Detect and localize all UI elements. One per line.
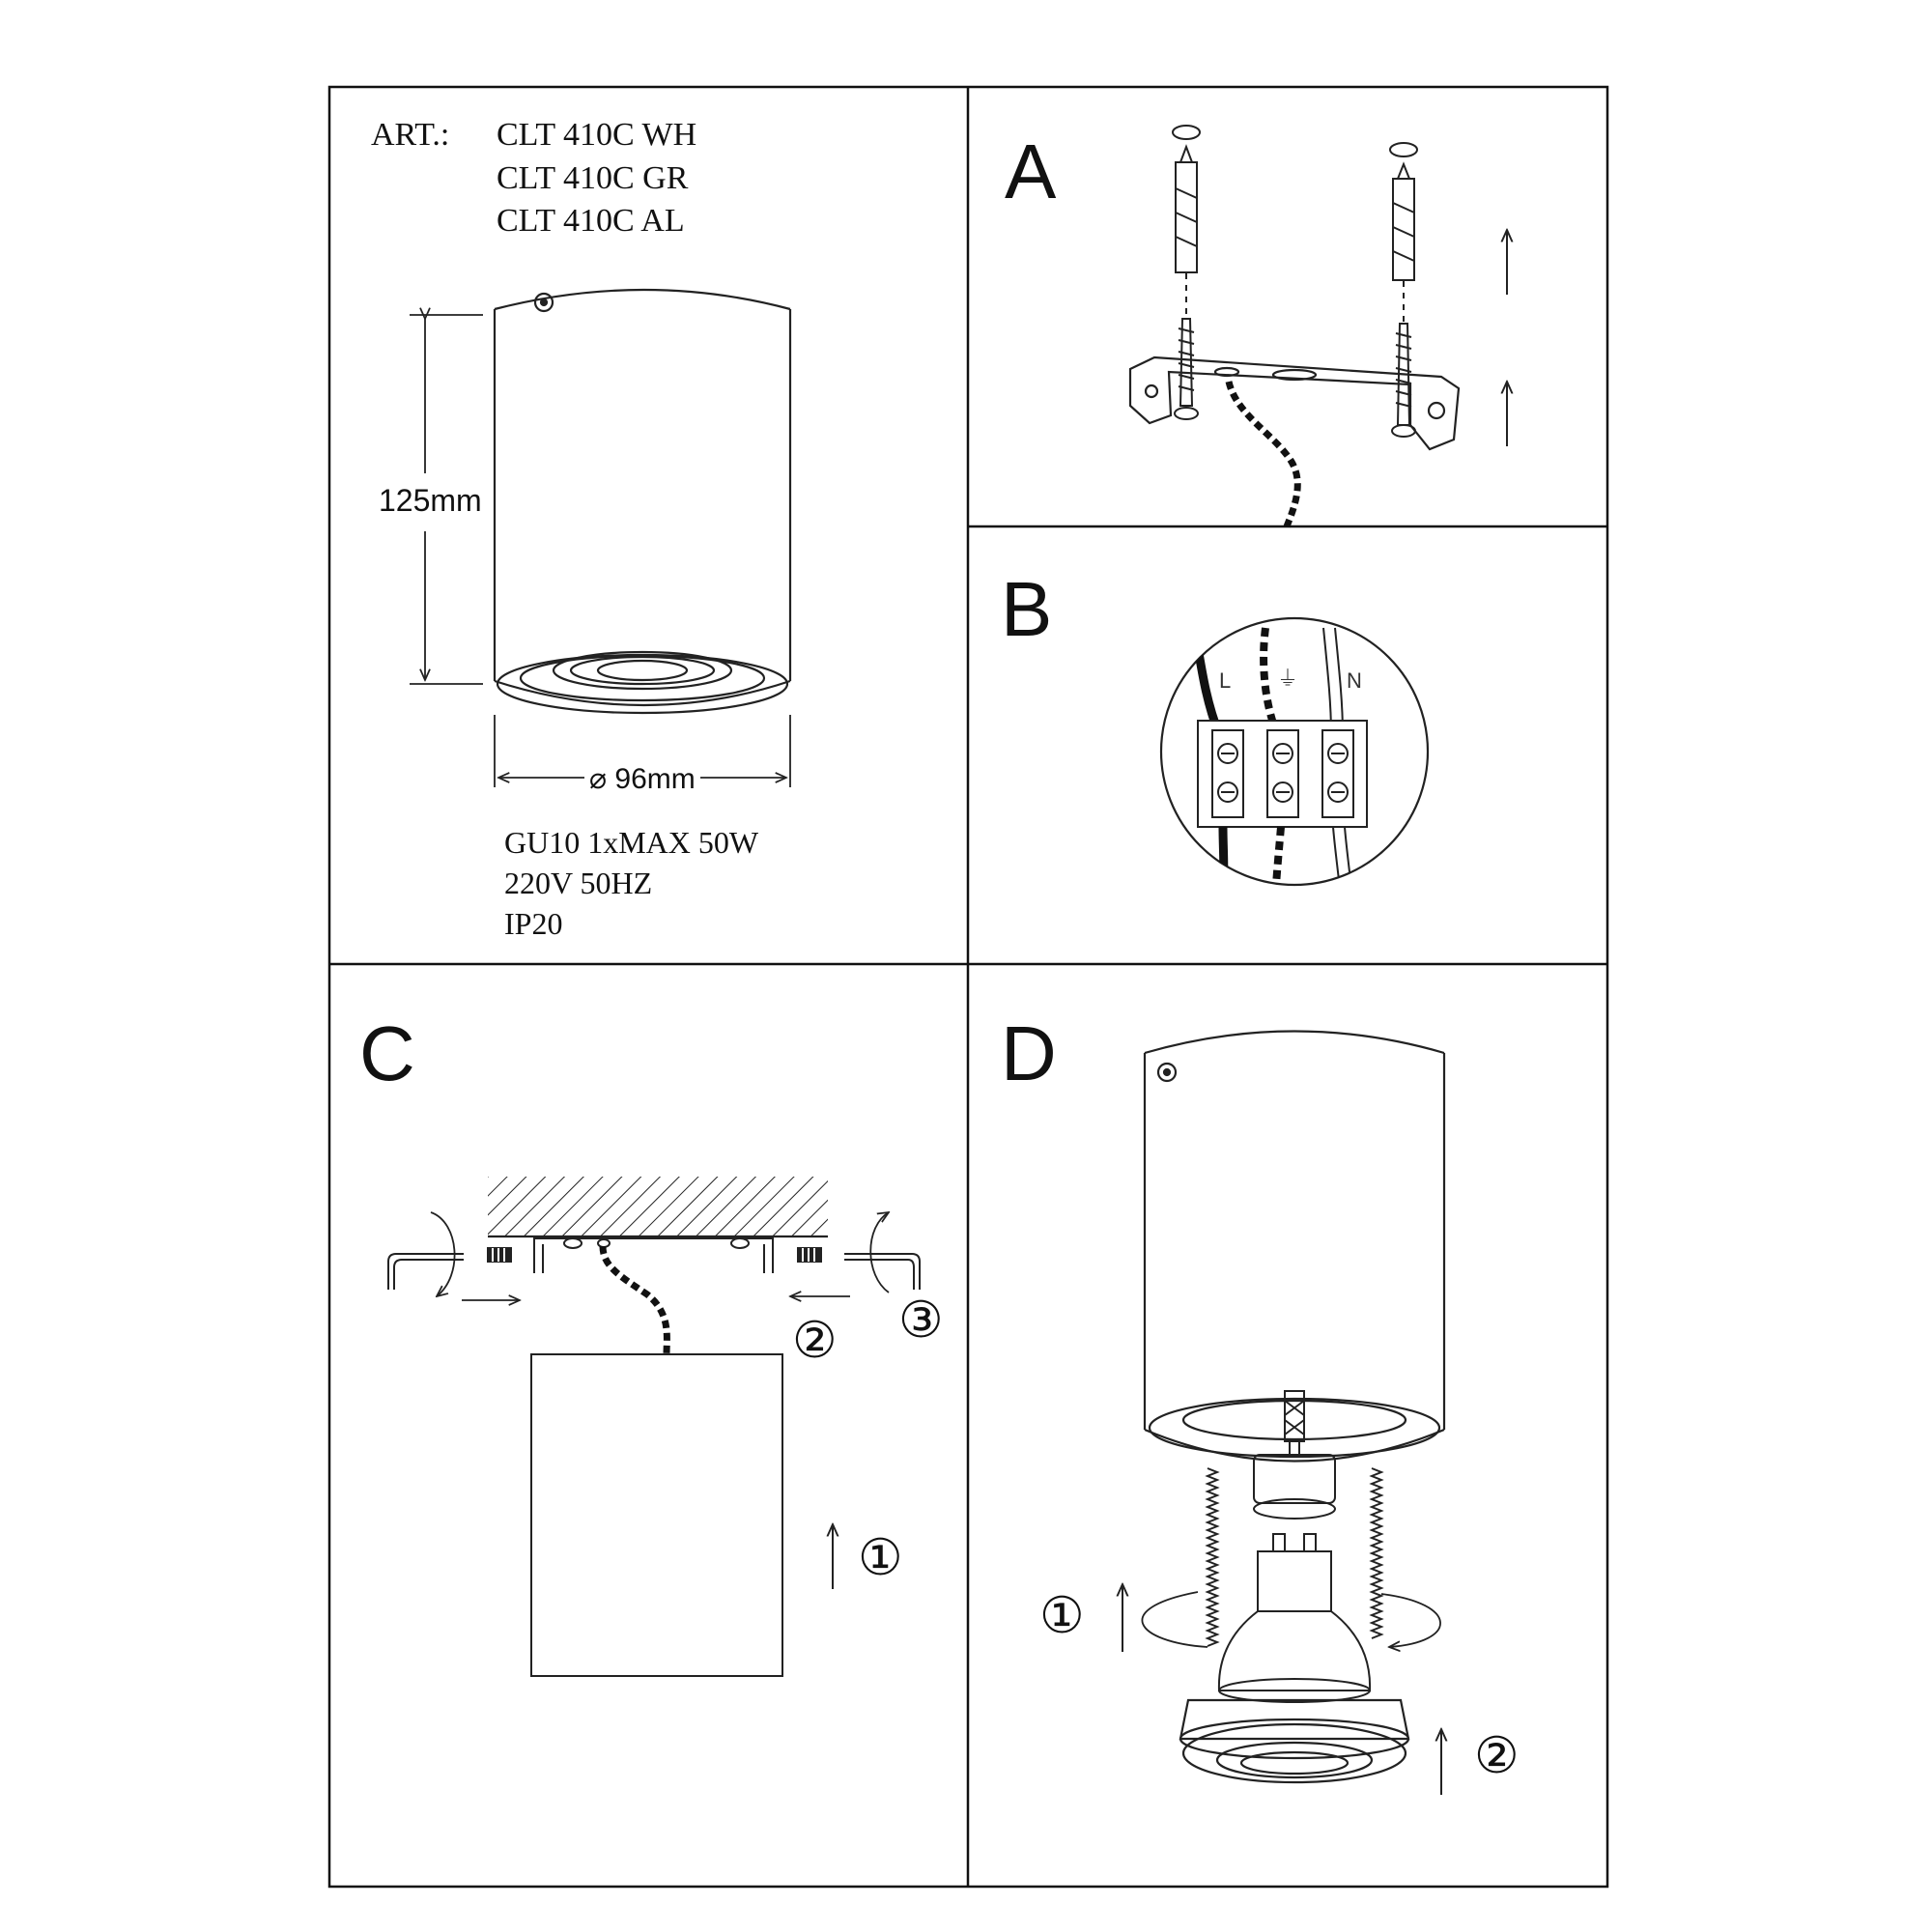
terminal-label-l: L	[1219, 668, 1232, 693]
wall-plug-left	[1173, 126, 1200, 319]
panel-d-letter: D	[1001, 1010, 1057, 1096]
screw-right	[1392, 324, 1415, 437]
terminal-label-earth: ⏚	[1277, 667, 1299, 691]
spec-line-1: GU10 1xMAX 50W	[504, 825, 759, 860]
cable-c	[603, 1246, 667, 1354]
rotate-arrow-right	[870, 1212, 889, 1293]
screw-left	[1175, 319, 1198, 419]
diameter-label: ⌀ 96mm	[589, 763, 696, 795]
mounted-bracket-c	[534, 1238, 773, 1273]
wall-plug-right	[1390, 143, 1417, 324]
ceiling-hatch	[488, 1177, 828, 1236]
terminal-label-n: N	[1347, 668, 1362, 693]
lamp-cylinder-drawing	[495, 290, 790, 713]
cable-a	[1229, 382, 1297, 526]
lamp-socket	[1254, 1391, 1335, 1519]
step-c-2: ②	[792, 1314, 838, 1369]
spec-line-2: 220V 50HZ	[504, 866, 653, 900]
bezel-ring	[1180, 1700, 1408, 1782]
grid-frame	[329, 87, 1607, 1887]
panel-b	[1001, 566, 1428, 898]
allen-key-right	[844, 1254, 920, 1290]
article-3: CLT 410C AL	[497, 203, 685, 239]
step-c-3: ③	[898, 1293, 944, 1349]
panel-b-letter: B	[1001, 566, 1053, 652]
step-d-1: ①	[1039, 1589, 1085, 1644]
rotate-arrow-d	[1142, 1592, 1440, 1647]
step-c-1: ①	[858, 1531, 903, 1586]
grub-screw-left	[488, 1248, 511, 1262]
spec-panel	[371, 117, 790, 941]
panel-c	[359, 1010, 944, 1676]
article-1: CLT 410C WH	[497, 117, 697, 153]
panel-d	[1001, 1010, 1520, 1795]
panel-a	[1005, 126, 1507, 526]
grub-screw-right	[798, 1248, 821, 1262]
lamp-body-c	[531, 1354, 782, 1676]
panel-c-letter: C	[359, 1010, 415, 1096]
gu10-bulb	[1219, 1534, 1370, 1702]
lamp-housing-d	[1145, 1032, 1444, 1462]
article-2: CLT 410C GR	[497, 160, 689, 196]
step-d-2: ②	[1474, 1729, 1520, 1784]
spring-clips	[1208, 1468, 1381, 1646]
height-label: 125mm	[379, 483, 482, 518]
spec-line-3: IP20	[504, 906, 563, 941]
panel-a-letter: A	[1005, 128, 1057, 214]
art-label: ART.:	[371, 117, 450, 153]
